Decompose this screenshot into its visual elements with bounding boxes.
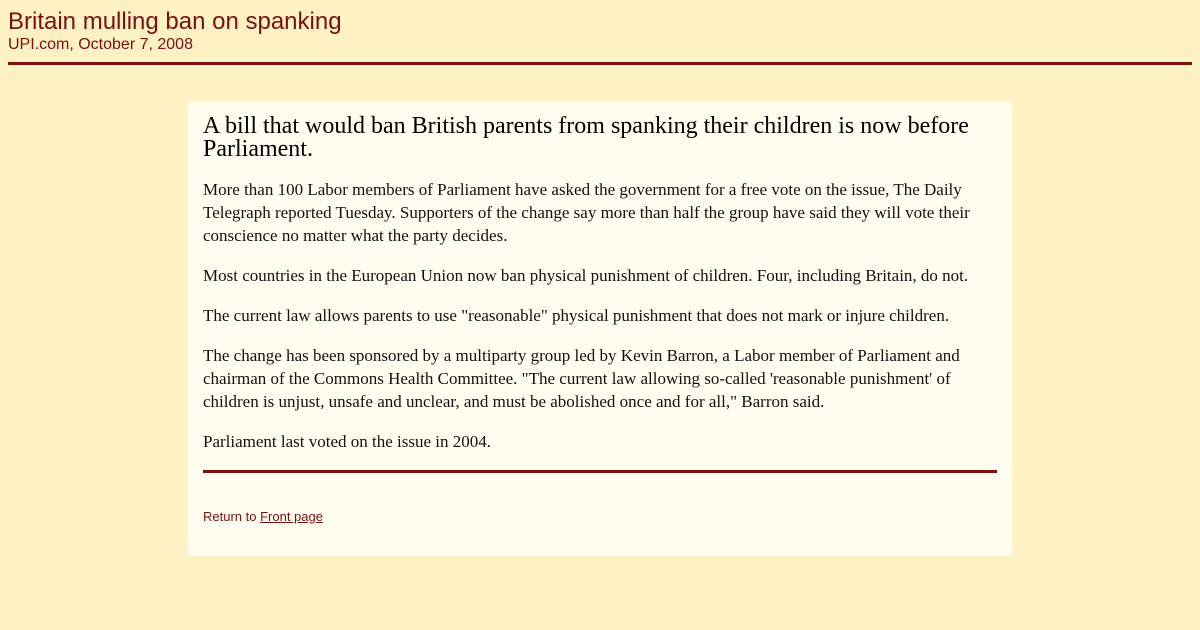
article-paragraph: Most countries in the European Union now ban physical punishment of children. Four, including Britain, do not. (203, 266, 969, 285)
article-paragraph: More than 100 Labor members of Parliament have asked the government for a free vote on the issue, The Daily Telegraph reported Tuesday. Supporters of the change say more than half the group have said they will vote their conscience no matter what the party decides. (203, 180, 970, 245)
return-label: Return to (203, 509, 261, 524)
header-divider (8, 62, 1192, 65)
byline: UPI.com, October 7, 2008 (8, 36, 193, 53)
headline: Britain mulling ban on spanking (8, 8, 342, 35)
site-header (8, 8, 1192, 54)
front-page-link[interactable]: Front page (260, 509, 323, 524)
article-paragraph: The change has been sponsored by a multiparty group led by Kevin Barron, a Labor member of Parliament and chairman of the Commons Health Committee. "The current law allowing so-called 'reasonable punishment' of children is unjust, unsafe and unclear, and must be abolished once and for all," Barron said. (203, 346, 960, 411)
article-divider (203, 470, 997, 473)
article-lead: A bill that would ban British parents from spanking their children is now before Parliament. (203, 113, 969, 162)
article-paragraph: Parliament last voted on the issue in 2004. (203, 432, 492, 451)
article-paragraph: The current law allows parents to use "reasonable" physical punishment that does not mark or injure children. (203, 306, 950, 325)
article-container (188, 101, 1012, 556)
footer-nav (203, 509, 997, 525)
